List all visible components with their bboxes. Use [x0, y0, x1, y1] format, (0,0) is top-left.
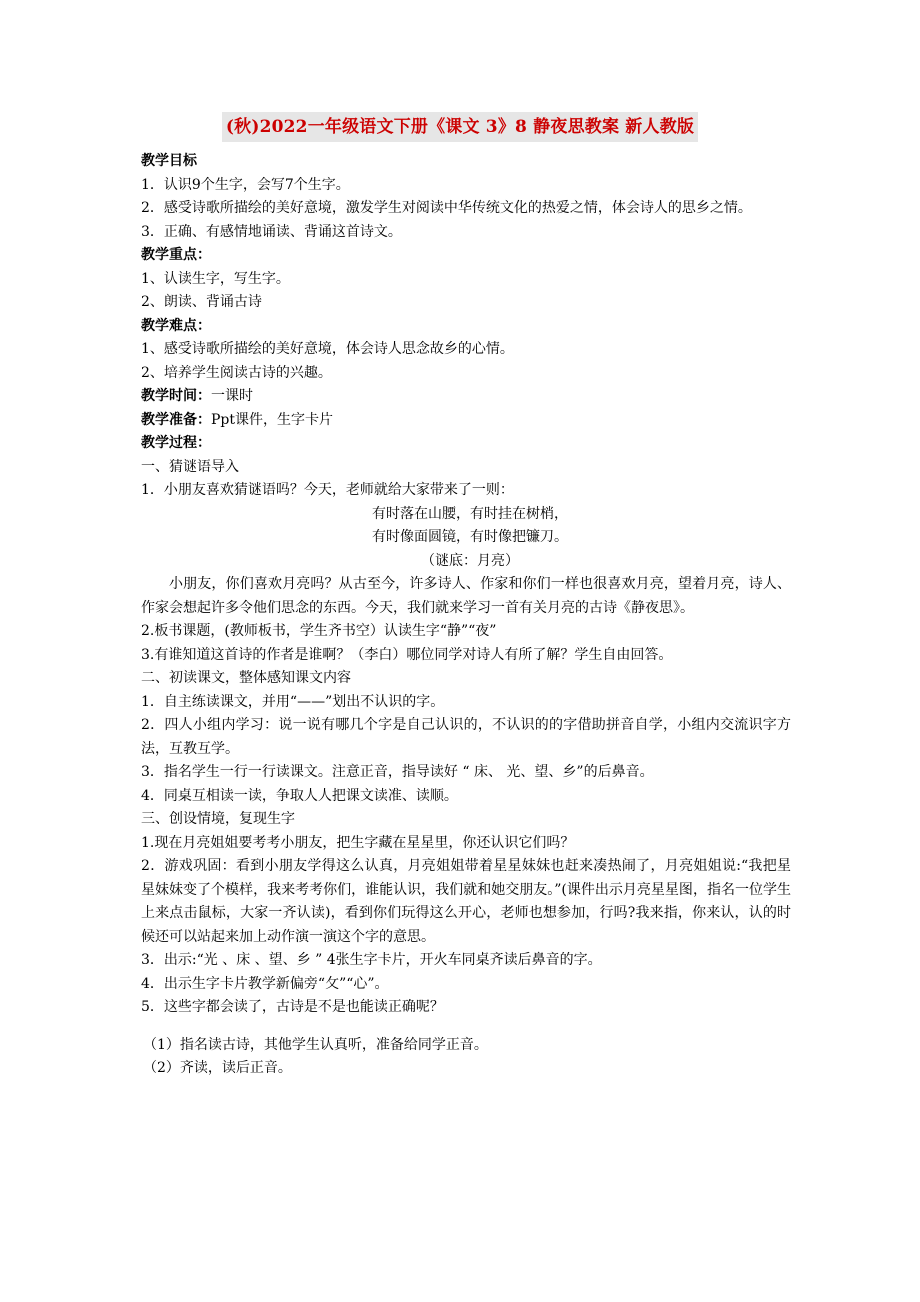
objective-item: 1．认识9个生字，会写7个生字。	[141, 176, 350, 193]
sub-item: （2）齐读，读后正音。	[143, 1060, 292, 1076]
list-item: 1．自主练读课文，并用“——”划出不认识的字。	[141, 693, 445, 710]
riddle-answer: （谜底：月亮）	[421, 552, 519, 569]
intro-paragraph: 小朋友，你们喜欢月亮吗？从古至今，许多诗人、作家和你们一样也很喜欢月亮，望着月亮，诗人、作家会想起许多令他们思念的东西。今天，我们就来学习一首有关月亮的古诗《静夜思》。	[141, 576, 791, 616]
objective-item: 2．感受诗歌所描绘的美好意境，激发学生对阅读中华传统文化的热爱之情，体会诗人的思乡之情。	[141, 200, 752, 216]
section-heading: 三、创设情境，复现生字	[141, 811, 295, 827]
teaching-time	[141, 385, 791, 409]
key-point-item: 1、认读生字，写生字。	[141, 270, 290, 287]
list-item: 3．指名学生一行一行读课文。注意正音，指导读好 “ 床、 光、望、乡”的后鼻音。	[141, 764, 654, 780]
document-body	[141, 150, 791, 1081]
riddle-line: 有时落在山腰，有时挂在树梢，	[372, 505, 568, 522]
list-item: 4．出示生字卡片教学新偏旁“攵”“心”。	[141, 975, 389, 992]
paragraph: 2.板书课题，(教师板书，学生齐书空）认读生字“静”“夜”	[141, 623, 497, 639]
paragraph: 3.有谁知道这首诗的作者是谁啊？（李白）哪位同学对诗人有所了解？学生自由回答。	[141, 646, 673, 663]
objectives-heading: 教学目标	[141, 153, 197, 169]
teaching-prep-label: 教学准备：	[141, 411, 211, 428]
teaching-prep-value: Ppt课件，生字卡片	[211, 411, 334, 428]
section-heading: 一、猜谜语导入	[141, 458, 239, 475]
title-block	[0, 112, 920, 142]
difficulties-heading: 教学难点：	[141, 317, 211, 334]
objective-item: 3．正确、有感情地诵读、背诵这首诗文。	[141, 223, 402, 240]
list-item: 1.现在月亮姐姐要考考小朋友，把生字藏在星星里，你还认识它们吗？	[141, 834, 575, 851]
teaching-time-value: 一课时	[211, 388, 253, 404]
document-title: (秋)2022一年级语文下册《课文 3》8 静夜思教案 新人教版	[222, 112, 698, 142]
list-item: 5．这些字都会读了，古诗是不是也能读正确呢？	[141, 999, 444, 1015]
list-item: 2．四人小组内学习：说一说有哪几个字是自己认识的，不认识的的字借助拼音自学，小组内交流识字方法，互教互学。	[141, 717, 791, 757]
key-point-item: 2、朗读、背诵古诗	[141, 294, 262, 310]
process-heading: 教学过程：	[141, 435, 211, 451]
difficulty-item: 2、培养学生阅读古诗的兴趣。	[141, 364, 332, 381]
riddle-line: 有时像面圆镜，有时像把镰刀。	[372, 529, 568, 545]
sub-item: （1）指名读古诗，其他学生认真听，准备给同学正音。	[143, 1036, 488, 1053]
list-item: 2．游戏巩固：看到小朋友学得这么认真，月亮姐姐带着星星妹妹也赶来凑热闹了，月亮姐姐说:“我把星星妹妹变了个模样，我来考考你们，谁能认识，我们就和她交朋友。”(课件出示月亮星星图，指名一位学生上来点击鼠标，大家一齐认读)，看到你们玩得这么开心，老师也想参加，行吗?我来指，你来认，认的时候还可以站起来加上动作演一演这个字的意思。	[141, 858, 791, 945]
list-item: 3．出示:“光 、床 、望、乡 ” 4张生字卡片，开火车同桌齐读后鼻音的字。	[141, 952, 602, 968]
teaching-time-label: 教学时间：	[141, 388, 211, 404]
key-points-heading: 教学重点：	[141, 247, 211, 263]
section-heading: 二、初读课文，整体感知课文内容	[141, 670, 351, 686]
list-item: 4．同桌互相读一读，争取人人把课文读准、读顺。	[141, 787, 458, 804]
teaching-prep	[141, 409, 791, 433]
paragraph: 1．小朋友喜欢猜谜语吗？今天，老师就给大家带来了一则：	[141, 482, 514, 498]
difficulty-item: 1、感受诗歌所描绘的美好意境，体会诗人思念故乡的心情。	[141, 341, 514, 357]
spacer	[141, 1020, 791, 1034]
